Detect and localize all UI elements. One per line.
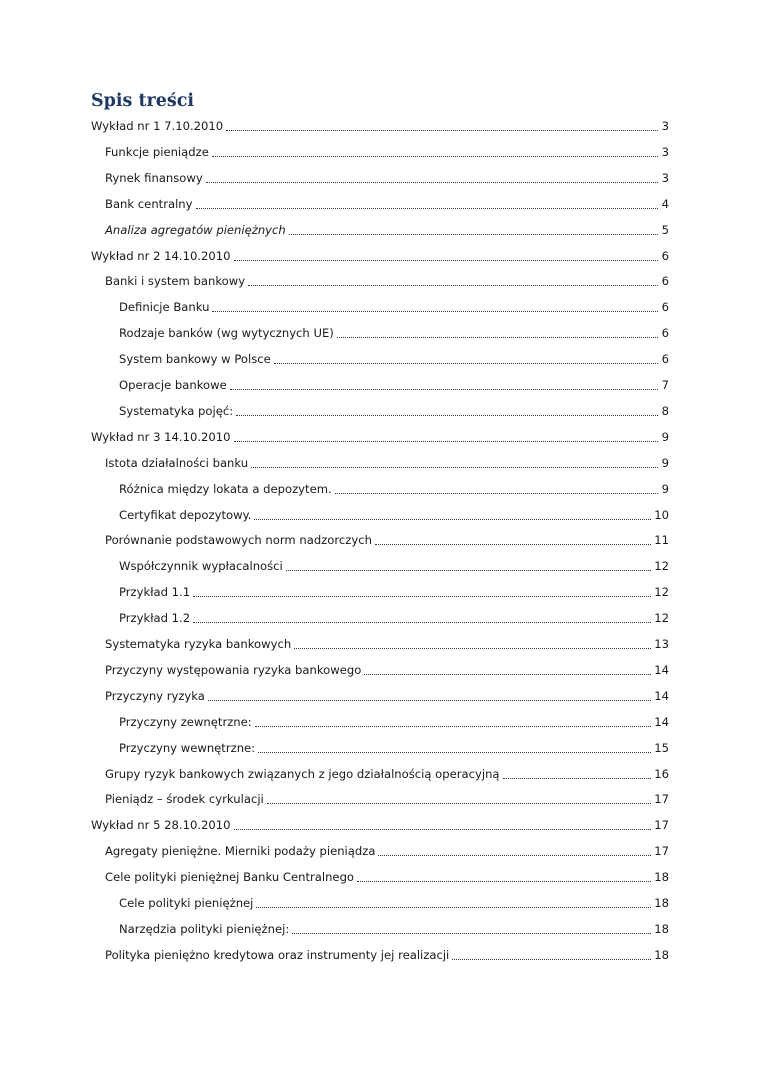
toc-entry-page-number: 9 (661, 456, 669, 470)
toc-dot-leader (292, 932, 651, 934)
toc-entry-page-number: 14 (654, 663, 669, 677)
toc-entry-page-number: 3 (661, 145, 669, 159)
toc-entry[interactable] (91, 246, 669, 264)
toc-entry-page-number: 14 (654, 715, 669, 729)
toc-dot-leader (234, 259, 658, 261)
toc-entry-label: Rodzaje banków (wg wytycznych UE) (119, 326, 334, 340)
toc-entry[interactable] (105, 142, 669, 160)
toc-entry-page-number: 17 (654, 818, 669, 832)
toc-entry-label: Systematyka pojęć: (119, 404, 234, 418)
toc-entry[interactable] (105, 634, 669, 652)
toc-entry[interactable] (91, 815, 669, 833)
toc-entry-label: Bank centralny (105, 197, 193, 211)
toc-entry[interactable] (119, 349, 669, 367)
toc-entry[interactable] (91, 116, 669, 134)
toc-entry-label: Przykład 1.2 (119, 611, 191, 625)
toc-entry-label: Przykład 1.1 (119, 585, 191, 599)
toc-entry-label: Istota działalności banku (105, 456, 249, 470)
toc-dot-leader (337, 336, 658, 338)
toc-entry-page-number: 18 (654, 948, 669, 962)
toc-entry[interactable] (105, 686, 669, 704)
toc-entry-label: Wykład nr 2 14.10.2010 (91, 249, 231, 263)
toc-dot-leader (236, 414, 658, 416)
toc-entry-page-number: 10 (654, 508, 669, 522)
toc-entry-label: Wykład nr 5 28.10.2010 (91, 818, 231, 832)
toc-entry-page-number: 13 (654, 637, 669, 651)
toc-entry-page-number: 18 (654, 896, 669, 910)
toc-dot-leader (335, 492, 658, 494)
toc-entry[interactable] (105, 764, 669, 782)
toc-entry-page-number: 12 (654, 585, 669, 599)
toc-entry-label: Rynek finansowy (105, 171, 203, 185)
toc-entry[interactable] (91, 427, 669, 445)
toc-entry[interactable] (105, 841, 669, 859)
toc-entry-label: Operacje bankowe (119, 378, 227, 392)
toc-entry-label: Narzędzia polityki pieniężnej: (119, 922, 290, 936)
toc-entry[interactable] (105, 530, 669, 548)
toc-entry-page-number: 12 (654, 559, 669, 573)
toc-entry[interactable] (119, 919, 669, 937)
toc-entry-page-number: 3 (661, 171, 669, 185)
toc-entry-page-number: 4 (661, 197, 669, 211)
toc-dot-leader (375, 543, 651, 545)
toc-entry[interactable] (105, 168, 669, 186)
toc-entry-page-number: 6 (661, 300, 669, 314)
toc-entry-page-number: 14 (654, 689, 669, 703)
toc-entry-label: Cele polityki pieniężnej Banku Centralnego (105, 870, 355, 884)
toc-entry-page-number: 8 (661, 404, 669, 418)
toc-entry-label: Grupy ryzyk bankowych związanych z jego działalnością operacyjną (105, 767, 500, 781)
toc-dot-leader (234, 828, 652, 830)
toc-entry-page-number: 12 (654, 611, 669, 625)
toc-entry-page-number: 15 (654, 741, 669, 755)
toc-entry[interactable] (105, 867, 669, 885)
toc-entry-label: Porównanie podstawowych norm nadzorczych (105, 533, 372, 547)
toc-entry-label: Przyczyny zewnętrzne: (119, 715, 252, 729)
toc-entry-label: Funkcje pieniądze (105, 145, 209, 159)
toc-entry-page-number: 6 (661, 249, 669, 263)
toc-dot-leader (258, 751, 651, 753)
toc-dot-leader (357, 880, 651, 882)
toc-entry-label: Pieniądz – środek cyrkulacji (105, 792, 264, 806)
toc-dot-leader (286, 569, 651, 571)
toc-dot-leader (196, 207, 658, 209)
toc-dot-leader (364, 673, 651, 675)
toc-entry-label: Banki i system bankowy (105, 274, 246, 288)
toc-entry-label: Polityka pieniężno kredytowa oraz instrumenty jej realizacji (105, 948, 450, 962)
toc-entry[interactable] (119, 323, 669, 341)
toc-entry[interactable] (119, 479, 669, 497)
toc-entry-label: Przyczyny wewnętrzne: (119, 741, 256, 755)
toc-entry-page-number: 6 (661, 326, 669, 340)
toc-entry[interactable] (119, 401, 669, 419)
toc-entry[interactable] (119, 608, 669, 626)
toc-entry-page-number: 3 (661, 119, 669, 133)
toc-dot-leader (274, 362, 658, 364)
toc-entry[interactable] (119, 712, 669, 730)
toc-entry-label: Analiza agregatów pieniężnych (105, 223, 286, 237)
toc-dot-leader (212, 310, 658, 312)
toc-entry-label: Wykład nr 3 14.10.2010 (91, 430, 231, 444)
toc-entry-page-number: 7 (661, 378, 669, 392)
toc-entry-label: Systematyka ryzyka bankowych (105, 637, 292, 651)
toc-entry-label: Różnica między lokata a depozytem. (119, 482, 332, 496)
toc-entry[interactable] (105, 271, 669, 289)
toc-dot-leader (251, 466, 658, 468)
toc-entry[interactable] (119, 505, 669, 523)
toc-entry[interactable] (119, 297, 669, 315)
toc-entry-page-number: 5 (661, 223, 669, 237)
toc-entry-page-number: 17 (654, 792, 669, 806)
toc-dot-leader (212, 155, 658, 157)
toc-dot-leader (248, 284, 658, 286)
toc-dot-leader (208, 699, 651, 701)
toc-entry-page-number: 18 (654, 922, 669, 936)
toc-entry-label: Cele polityki pieniężnej (119, 896, 254, 910)
toc-entry[interactable] (119, 893, 669, 911)
toc-entry-page-number: 17 (654, 844, 669, 858)
toc-dot-leader (452, 958, 651, 960)
toc-entry-page-number: 9 (661, 482, 669, 496)
toc-entry-page-number: 11 (654, 533, 669, 547)
toc-dot-leader (378, 854, 651, 856)
toc-entry[interactable] (119, 738, 669, 756)
toc-dot-leader (226, 129, 658, 131)
toc-entry[interactable] (105, 194, 669, 212)
toc-dot-leader (256, 906, 651, 908)
toc-entry[interactable] (105, 945, 669, 963)
toc-entry[interactable] (119, 375, 669, 393)
toc-dot-leader (193, 595, 651, 597)
toc-entry-page-number: 6 (661, 274, 669, 288)
toc-entry-page-number: 9 (661, 430, 669, 444)
toc-entry-page-number: 16 (654, 767, 669, 781)
toc-entry-page-number: 18 (654, 870, 669, 884)
toc-entry[interactable] (119, 582, 669, 600)
toc-entry[interactable] (105, 453, 669, 471)
toc-entry-label: Współczynnik wypłacalności (119, 559, 283, 573)
toc-entry[interactable] (105, 789, 669, 807)
toc-dot-leader (193, 621, 651, 623)
toc-entry[interactable] (119, 556, 669, 574)
toc-entry-label: Wykład nr 1 7.10.2010 (91, 119, 224, 133)
toc-entry-label: Agregaty pieniężne. Mierniki podaży pieniądza (105, 844, 376, 858)
toc-dot-leader (206, 181, 658, 183)
toc-entry-label: Przyczyny ryzyka (105, 689, 205, 703)
toc-entry-label: Definicje Banku (119, 300, 210, 314)
toc-dot-leader (294, 647, 651, 649)
toc-dot-leader (503, 777, 652, 779)
toc-dot-leader (255, 725, 652, 727)
toc-entry-label: Certyfikat depozytowy. (119, 508, 252, 522)
toc-entry-page-number: 6 (661, 352, 669, 366)
toc-dot-leader (267, 802, 651, 804)
toc-title: Spis treści (91, 91, 195, 111)
toc-entry-label: Przyczyny występowania ryzyka bankowego (105, 663, 362, 677)
toc-entry[interactable] (105, 220, 669, 238)
toc-dot-leader (289, 233, 658, 235)
toc-dot-leader (254, 518, 651, 520)
toc-dot-leader (234, 440, 658, 442)
toc-entry[interactable] (105, 660, 669, 678)
toc-dot-leader (230, 388, 658, 390)
toc-entry-label: System bankowy w Polsce (119, 352, 271, 366)
